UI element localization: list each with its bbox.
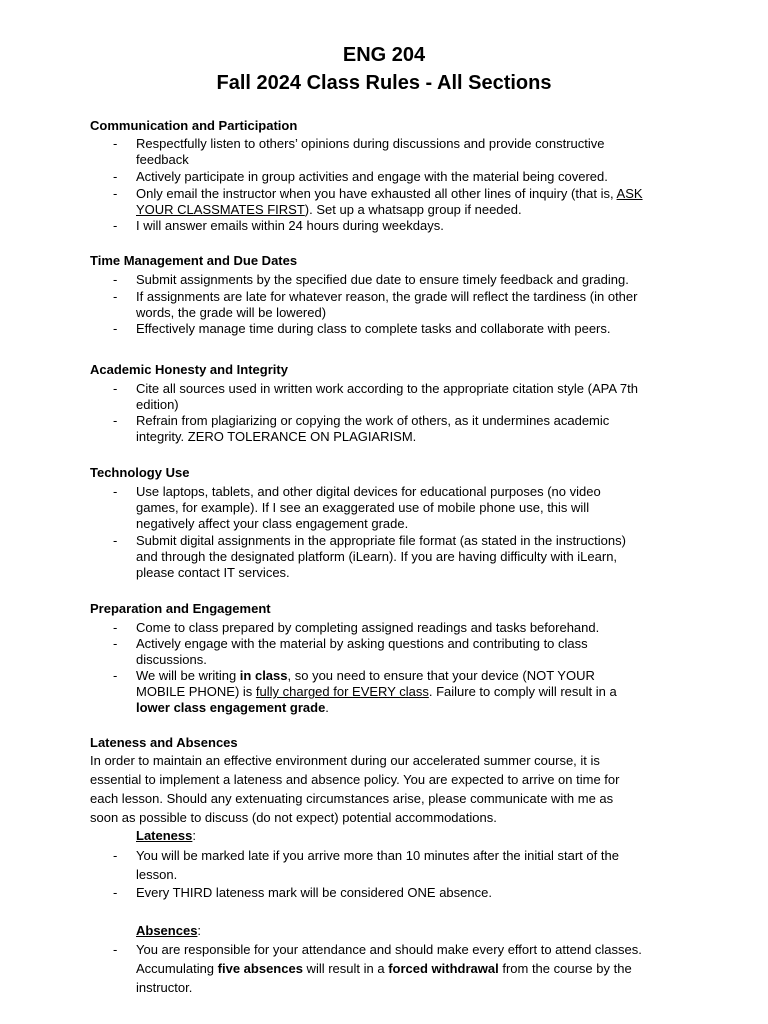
list-item-text: and through the designated platform (iLearn). If you are having difficulty with iLearn, [136, 549, 618, 564]
bullet-marker: - [113, 136, 118, 151]
list-item [136, 169, 686, 185]
policy-paragraph [90, 751, 690, 827]
list-item-text: You are responsible for your attendance and should make every effort to attend classes. [136, 942, 642, 957]
list-item-text: from the course by the [498, 961, 632, 976]
paragraph-line: essential to implement a lateness and absence policy. You are expected to arrive on time for [90, 772, 620, 787]
subheading-label: Lateness [136, 828, 193, 843]
list-item-text: , so you need to ensure that your device (NOT YOUR [287, 668, 595, 683]
subheading-label: Absences [136, 923, 198, 938]
bullet-marker: - [113, 413, 118, 428]
list-item-text: discussions. [136, 652, 207, 667]
section-heading-academic-honesty: Academic Honesty and Integrity [90, 362, 288, 377]
emphasis-bold: lower class engagement grade [136, 700, 326, 715]
list-item-text: words, the grade will be lowered) [136, 305, 327, 320]
section-heading-preparation: Preparation and Engagement [90, 601, 271, 616]
list-item-text: Accumulating [136, 961, 218, 976]
list-item [136, 321, 686, 337]
paragraph-line: In order to maintain an effective environment during our accelerated summer course, it is [90, 753, 600, 768]
list-item-text: edition) [136, 397, 179, 412]
list-item-text: . Failure to comply will result in a [428, 684, 617, 699]
list-item [136, 668, 686, 716]
list-item [136, 940, 696, 997]
emphasis-underline: YOUR CLASSMATES FIRST [136, 202, 305, 217]
section-heading-technology-use: Technology Use [90, 465, 190, 480]
paragraph-line: soon as possible to discuss (do not expect) potential accommodations. [90, 810, 497, 825]
bullet-marker: - [113, 533, 118, 548]
list-item-text: Effectively manage time during class to complete tasks and collaborate with peers. [136, 321, 611, 336]
list-item-text: will result in a [302, 961, 389, 976]
emphasis-bold: forced withdrawal [388, 961, 499, 976]
list-item [136, 620, 686, 636]
list-item [136, 846, 686, 884]
list-item [136, 218, 686, 234]
list-item-text: We will be writing [136, 668, 240, 683]
list-item-text: feedback [136, 152, 189, 167]
list-item [136, 883, 686, 902]
section-heading-time-management: Time Management and Due Dates [90, 253, 298, 268]
bullet-marker: - [113, 289, 118, 304]
document-title: ENG 204 [342, 44, 426, 66]
bullet-marker: - [113, 381, 118, 396]
bullet-marker: - [113, 848, 118, 863]
subheading-colon: : [192, 828, 196, 843]
list-item [136, 186, 686, 218]
list-item-text: I will answer emails within 24 hours during weekdays. [136, 218, 444, 233]
emphasis-underline: fully charged for EVERY class [255, 684, 429, 699]
list-item [136, 136, 686, 168]
emphasis-bold: five absences [217, 961, 303, 976]
list-item-text: You will be marked late if you arrive more than 10 minutes after the initial start of the [136, 848, 619, 863]
bullet-marker: - [113, 668, 118, 683]
section-heading-communication: Communication and Participation [90, 118, 298, 133]
list-item-text: Use laptops, tablets, and other digital devices for educational purposes (no video [136, 484, 601, 499]
list-item-text: Refrain from plagiarizing or copying the work of others, as it undermines academic [136, 413, 610, 428]
bullet-marker: - [113, 484, 118, 499]
bullet-marker: - [113, 169, 118, 184]
list-item-text: MOBILE PHONE) is [136, 684, 256, 699]
bullet-marker: - [113, 321, 118, 336]
bullet-marker: - [113, 636, 118, 651]
list-item-text: Submit digital assignments in the appropriate file format (as stated in the instructions) [136, 533, 626, 548]
list-item [136, 533, 686, 581]
list-item-text: Cite all sources used in written work according to the appropriate citation style (APA 7th [136, 381, 638, 396]
list-item-text: lesson. [136, 867, 178, 882]
list-item [136, 381, 686, 413]
list-item [136, 289, 686, 321]
list-item-text: Actively engage with the material by asking questions and contributing to class [136, 636, 588, 651]
list-item-text: instructor. [136, 980, 193, 995]
list-item-text: Come to class prepared by completing assigned readings and tasks beforehand. [136, 620, 600, 635]
list-item-text: negatively affect your class engagement grade. [136, 516, 409, 531]
list-item-text: . [325, 700, 329, 715]
list-item-text: Actively participate in group activities and engage with the material being covered. [136, 169, 608, 184]
list-item-text: games, for example). If I see an exaggerated use of mobile phone use, this will [136, 500, 590, 515]
list-item-text: please contact IT services. [136, 565, 290, 580]
bullet-marker: - [113, 942, 118, 957]
bullet-marker: - [113, 186, 118, 201]
bullet-marker: - [113, 620, 118, 635]
bullet-marker: - [113, 885, 118, 900]
paragraph-line: each lesson. Should any extenuating circumstances arise, please communicate with me as [90, 791, 614, 806]
emphasis-underline: ASK [616, 186, 643, 201]
list-item-text: ). Set up a whatsapp group if needed. [304, 202, 522, 217]
list-item-text: integrity. ZERO TOLERANCE ON PLAGIARISM. [136, 429, 417, 444]
bullet-marker: - [113, 272, 118, 287]
section-heading-lateness-absences: Lateness and Absences [90, 735, 238, 750]
document-subtitle: Fall 2024 Class Rules - All Sections [216, 72, 552, 94]
list-item-text: Every THIRD lateness mark will be considered ONE absence. [136, 885, 492, 900]
bullet-marker: - [113, 218, 118, 233]
list-item-text: If assignments are late for whatever reason, the grade will reflect the tardiness (in other [136, 289, 638, 304]
list-item [136, 636, 686, 668]
lateness-subheading [136, 826, 196, 845]
list-item [136, 413, 686, 445]
list-item-text: Respectfully listen to others’ opinions during discussions and provide constructive [136, 136, 605, 151]
list-item-text: Submit assignments by the specified due date to ensure timely feedback and grading. [136, 272, 629, 287]
list-item-text: Only email the instructor when you have exhausted all other lines of inquiry (that is, [136, 186, 617, 201]
emphasis-bold: in class [239, 668, 288, 683]
absences-subheading [136, 921, 201, 940]
subheading-colon: : [197, 923, 202, 938]
list-item [136, 484, 686, 532]
list-item [136, 272, 686, 288]
